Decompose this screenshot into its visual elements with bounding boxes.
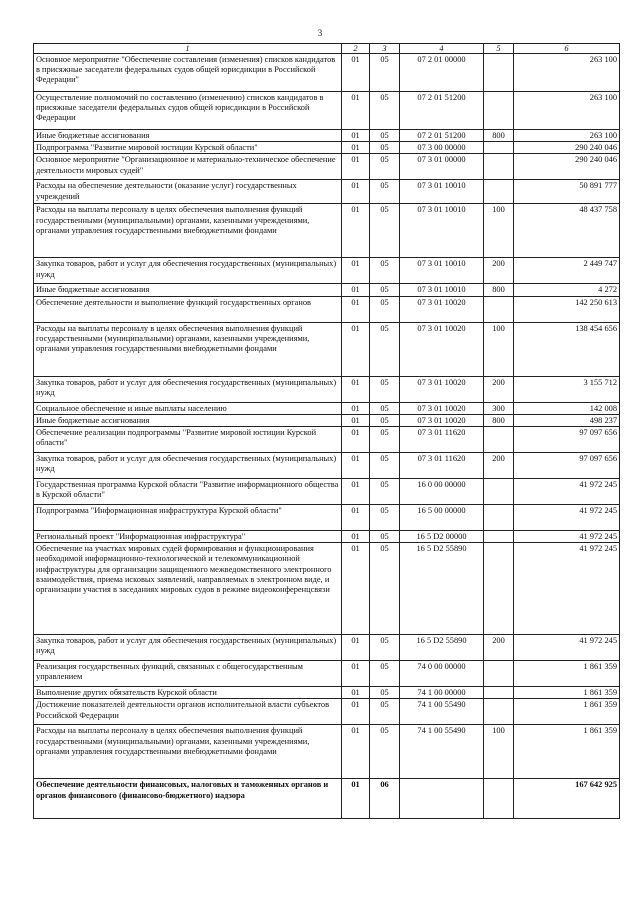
row-section: 01: [342, 258, 370, 284]
row-amount: 1 861 359: [514, 687, 620, 699]
row-expense-type: [484, 154, 514, 180]
row-section: 01: [342, 635, 370, 661]
row-amount: 2 449 747: [514, 258, 620, 284]
row-amount: 263 100: [514, 54, 620, 92]
row-expense-type: [484, 505, 514, 531]
table-row: [34, 635, 620, 661]
row-amount: 50 891 777: [514, 180, 620, 204]
row-subsection: 05: [370, 661, 400, 687]
header-cell: 5: [484, 44, 514, 54]
table-row: [34, 479, 620, 505]
row-amount: 41 972 245: [514, 479, 620, 505]
row-section: 01: [342, 543, 370, 635]
row-section: 01: [342, 54, 370, 92]
row-expense-type: [484, 779, 514, 819]
row-subsection: 05: [370, 635, 400, 661]
row-section: 01: [342, 453, 370, 479]
row-name: Реализация государственных функций, связанных с общегосударственным управлением: [34, 661, 342, 687]
table-row: [34, 92, 620, 130]
table-row: [34, 142, 620, 154]
row-subsection: 05: [370, 376, 400, 402]
row-section: 01: [342, 779, 370, 819]
row-section: 01: [342, 414, 370, 426]
row-expense-type: [484, 92, 514, 130]
header-cell: 6: [514, 44, 620, 54]
table-row: [34, 154, 620, 180]
row-target-article: 07 3 01 00000: [400, 154, 484, 180]
row-section: 01: [342, 296, 370, 322]
row-subsection: 05: [370, 725, 400, 779]
row-section: 01: [342, 505, 370, 531]
table-row: [34, 779, 620, 819]
page-number: 3: [317, 28, 323, 38]
row-target-article: 07 3 01 10010: [400, 180, 484, 204]
row-target-article: 74 1 00 55490: [400, 699, 484, 725]
row-subsection: 05: [370, 92, 400, 130]
row-target-article: 07 2 01 00000: [400, 54, 484, 92]
row-section: 01: [342, 402, 370, 414]
row-target-article: 07 3 01 10020: [400, 376, 484, 402]
row-expense-type: 300: [484, 402, 514, 414]
row-expense-type: [484, 180, 514, 204]
row-subsection: 05: [370, 453, 400, 479]
row-section: 01: [342, 204, 370, 258]
table-row: [34, 427, 620, 453]
row-name: Осуществление полномочий по составлению (изменению) списков кандидатов в присяжные заседатели федеральных судов общей юрисдикции в Российской Федерации: [34, 92, 342, 130]
table-row: [34, 322, 620, 376]
table-row: [34, 54, 620, 92]
row-section: 01: [342, 154, 370, 180]
row-amount: 1 861 359: [514, 725, 620, 779]
row-amount: 97 097 656: [514, 427, 620, 453]
row-amount: 263 100: [514, 130, 620, 142]
row-target-article: 74 0 00 00000: [400, 661, 484, 687]
row-expense-type: [484, 661, 514, 687]
row-target-article: 07 3 01 10010: [400, 258, 484, 284]
row-subsection: 05: [370, 479, 400, 505]
row-subsection: 05: [370, 130, 400, 142]
row-target-article: 07 3 01 10020: [400, 322, 484, 376]
row-name: Иные бюджетные ассигнования: [34, 414, 342, 426]
row-amount: 4 272: [514, 284, 620, 296]
row-name: Расходы на выплаты персоналу в целях обеспечения выполнения функций государственными (муниципальными) органами, казенными учреждениями, органами управления государственными внебюджетными фондами: [34, 204, 342, 258]
row-target-article: 07 2 01 51200: [400, 130, 484, 142]
table-row: [34, 130, 620, 142]
row-target-article: 16 5 D2 00000: [400, 531, 484, 543]
row-target-article: 07 3 01 11620: [400, 427, 484, 453]
row-name: Региональный проект "Информационная инфраструктура": [34, 531, 342, 543]
row-target-article: 16 0 00 00000: [400, 479, 484, 505]
row-expense-type: [484, 479, 514, 505]
table-body: [34, 54, 620, 819]
row-amount: 167 642 925: [514, 779, 620, 819]
row-subsection: 05: [370, 296, 400, 322]
row-expense-type: [484, 427, 514, 453]
row-subsection: 05: [370, 258, 400, 284]
row-section: 01: [342, 531, 370, 543]
row-section: 01: [342, 322, 370, 376]
row-amount: 263 100: [514, 92, 620, 130]
table-row: [34, 543, 620, 635]
row-target-article: 74 1 00 00000: [400, 687, 484, 699]
row-expense-type: 100: [484, 725, 514, 779]
row-subsection: 05: [370, 505, 400, 531]
row-amount: 41 972 245: [514, 635, 620, 661]
row-expense-type: 200: [484, 258, 514, 284]
row-name: Иные бюджетные ассигнования: [34, 284, 342, 296]
row-subsection: 05: [370, 699, 400, 725]
row-target-article: 07 3 00 00000: [400, 142, 484, 154]
row-name: Подпрограмма "Информационная инфраструктура Курской области": [34, 505, 342, 531]
row-expense-type: [484, 543, 514, 635]
row-section: 01: [342, 142, 370, 154]
row-name: Социальное обеспечение и иные выплаты населению: [34, 402, 342, 414]
table-row: [34, 284, 620, 296]
header-row: [34, 44, 620, 54]
row-section: 01: [342, 284, 370, 296]
row-amount: 142 250 613: [514, 296, 620, 322]
row-name: Закупка товаров, работ и услуг для обеспечения государственных (муниципальных) нужд: [34, 258, 342, 284]
row-name: Обеспечение на участках мировых судей формирования и функционирования необходимой информационно-технологической и телекоммуникационной инфраструктуры для организации защищенного межведомственного электронного взаимодействия, приема исковых заявлений, направляемых в электронном виде, и организации участия в заседаниях мировых судов в режиме видеоконференцсвязи: [34, 543, 342, 635]
row-amount: 290 240 046: [514, 154, 620, 180]
row-expense-type: 800: [484, 284, 514, 296]
row-target-article: 07 3 01 10020: [400, 414, 484, 426]
row-amount: 41 972 245: [514, 505, 620, 531]
row-name: Расходы на выплаты персоналу в целях обеспечения выполнения функций государственными (муниципальными) органами, казенными учреждениями, органами управления государственными внебюджетными фондами: [34, 725, 342, 779]
row-name: Основное мероприятие "Обеспечение составления (изменения) списков кандидатов в присяжные заседатели федеральных судов общей юрисдикции в Российской Федерации": [34, 54, 342, 92]
row-amount: 138 454 656: [514, 322, 620, 376]
row-section: 01: [342, 427, 370, 453]
table-row: [34, 661, 620, 687]
row-expense-type: [484, 54, 514, 92]
row-expense-type: [484, 699, 514, 725]
row-expense-type: [484, 142, 514, 154]
row-expense-type: [484, 296, 514, 322]
table-row: [34, 725, 620, 779]
row-expense-type: 200: [484, 453, 514, 479]
table-row: [34, 453, 620, 479]
table-row: [34, 531, 620, 543]
budget-table: [33, 43, 620, 819]
table-row: [34, 296, 620, 322]
row-target-article: 16 5 D2 55890: [400, 635, 484, 661]
row-section: 01: [342, 376, 370, 402]
row-name: Обеспечение деятельности и выполнение функций государственных органов: [34, 296, 342, 322]
row-section: 01: [342, 687, 370, 699]
row-amount: 41 972 245: [514, 543, 620, 635]
row-subsection: 05: [370, 414, 400, 426]
row-expense-type: [484, 687, 514, 699]
row-subsection: 05: [370, 687, 400, 699]
row-subsection: 05: [370, 543, 400, 635]
row-target-article: 16 5 00 00000: [400, 505, 484, 531]
table-row: [34, 258, 620, 284]
row-name: Выполнение других обязательств Курской области: [34, 687, 342, 699]
table-row: [34, 376, 620, 402]
row-amount: 1 861 359: [514, 699, 620, 725]
header-cell: 2: [342, 44, 370, 54]
header-cell: 1: [34, 44, 342, 54]
row-expense-type: 100: [484, 204, 514, 258]
table-row: [34, 204, 620, 258]
row-section: 01: [342, 661, 370, 687]
table-row: [34, 699, 620, 725]
row-target-article: 07 3 01 11620: [400, 453, 484, 479]
row-amount: 48 437 758: [514, 204, 620, 258]
row-target-article: 07 2 01 51200: [400, 92, 484, 130]
table-row: [34, 402, 620, 414]
row-section: 01: [342, 92, 370, 130]
row-section: 01: [342, 130, 370, 142]
row-section: 01: [342, 699, 370, 725]
table-row: [34, 505, 620, 531]
row-amount: 41 972 245: [514, 531, 620, 543]
row-name: Основное мероприятие "Организационное и материально-техническое обеспечение деятельности мировых судей": [34, 154, 342, 180]
row-name: Закупка товаров, работ и услуг для обеспечения государственных (муниципальных) нужд: [34, 635, 342, 661]
row-amount: 97 097 656: [514, 453, 620, 479]
row-amount: 142 008: [514, 402, 620, 414]
row-subsection: 06: [370, 779, 400, 819]
row-subsection: 05: [370, 204, 400, 258]
row-name: Расходы на обеспечение деятельности (оказание услуг) государственных учреждений: [34, 180, 342, 204]
row-subsection: 05: [370, 142, 400, 154]
row-subsection: 05: [370, 284, 400, 296]
row-amount: 1 861 359: [514, 661, 620, 687]
row-amount: 498 237: [514, 414, 620, 426]
row-expense-type: 800: [484, 414, 514, 426]
row-target-article: 07 3 01 10010: [400, 284, 484, 296]
row-subsection: 05: [370, 322, 400, 376]
row-target-article: 16 5 D2 55890: [400, 543, 484, 635]
row-subsection: 05: [370, 180, 400, 204]
row-name: Достижение показателей деятельности органов исполнительной власти субъектов Российской Федерации: [34, 699, 342, 725]
row-expense-type: 100: [484, 322, 514, 376]
table-row: [34, 414, 620, 426]
row-name: Иные бюджетные ассигнования: [34, 130, 342, 142]
row-name: Расходы на выплаты персоналу в целях обеспечения выполнения функций государственными (муниципальными) органами, казенными учреждениями, органами управления государственными внебюджетными фондами: [34, 322, 342, 376]
row-name: Подпрограмма "Развитие мировой юстиции Курской области": [34, 142, 342, 154]
row-subsection: 05: [370, 154, 400, 180]
row-subsection: 05: [370, 531, 400, 543]
header-cell: 4: [400, 44, 484, 54]
row-subsection: 05: [370, 402, 400, 414]
row-target-article: 07 3 01 10020: [400, 402, 484, 414]
row-target-article: [400, 779, 484, 819]
row-target-article: 07 3 01 10010: [400, 204, 484, 258]
row-name: Закупка товаров, работ и услуг для обеспечения государственных (муниципальных) нужд: [34, 376, 342, 402]
row-name: Обеспечение деятельности финансовых, налоговых и таможенных органов и органов финансового (финансово-бюджетного) надзора: [34, 779, 342, 819]
row-expense-type: [484, 531, 514, 543]
row-target-article: 74 1 00 55490: [400, 725, 484, 779]
row-amount: 290 240 046: [514, 142, 620, 154]
row-subsection: 05: [370, 54, 400, 92]
row-section: 01: [342, 479, 370, 505]
row-expense-type: 200: [484, 376, 514, 402]
table-row: [34, 687, 620, 699]
row-expense-type: 800: [484, 130, 514, 142]
header-cell: 3: [370, 44, 400, 54]
row-subsection: 05: [370, 427, 400, 453]
row-section: 01: [342, 180, 370, 204]
row-section: 01: [342, 725, 370, 779]
row-name: Закупка товаров, работ и услуг для обеспечения государственных (муниципальных) нужд: [34, 453, 342, 479]
row-amount: 3 155 712: [514, 376, 620, 402]
row-name: Государственная программа Курской области "Развитие информационного общества в Курской области": [34, 479, 342, 505]
row-expense-type: 200: [484, 635, 514, 661]
row-name: Обеспечение реализации подпрограммы "Развитие мировой юстиции Курской области": [34, 427, 342, 453]
table-row: [34, 180, 620, 204]
row-target-article: 07 3 01 10020: [400, 296, 484, 322]
